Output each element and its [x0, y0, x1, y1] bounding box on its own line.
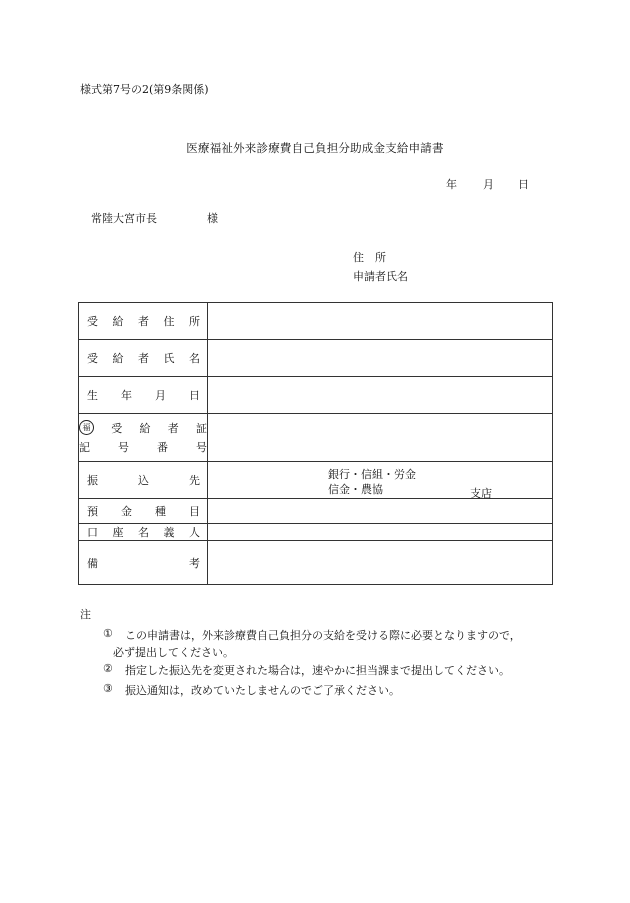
addressee-name: 常陸大宮市長 — [91, 212, 157, 225]
field-recipient-address[interactable] — [208, 303, 553, 340]
label-char: 預 — [87, 505, 98, 518]
row-account-name — [79, 524, 553, 541]
row-remarks — [79, 541, 553, 585]
label-char: 受 — [87, 315, 98, 328]
application-table — [78, 302, 553, 585]
label-char: 金 — [121, 505, 132, 518]
field-remarks[interactable] — [208, 541, 553, 585]
label-deposit-type — [79, 499, 208, 524]
label-char: 名 — [189, 352, 200, 365]
row-transfer-to — [79, 462, 553, 499]
label-char: 給 — [139, 422, 151, 435]
label-char: 年 — [121, 389, 132, 402]
label-birth-date — [79, 377, 208, 414]
field-transfer-to[interactable] — [208, 462, 553, 499]
label-recipient-address — [79, 303, 208, 340]
label-char: 名 — [138, 526, 149, 539]
field-birth-date[interactable] — [208, 377, 553, 414]
label-char: 号 — [118, 441, 129, 454]
label-account-name — [79, 524, 208, 541]
row-recipient-name — [79, 340, 553, 377]
label-char: 日 — [189, 389, 200, 402]
date-day-label: 日 — [518, 178, 529, 191]
label-char: 備 — [87, 556, 98, 570]
date-year-label: 年 — [446, 178, 457, 191]
label-transfer-to — [79, 462, 208, 499]
label-char: 者 — [167, 422, 179, 435]
note-3-text: 振込通知は，改めていたしませんのでご了承ください。 — [125, 684, 400, 697]
label-char: 給 — [112, 352, 124, 365]
date-month-label: 月 — [483, 178, 494, 191]
form-number: 様式第7号の2(第9条関係) — [80, 83, 209, 96]
label-char: 生 — [87, 389, 98, 402]
label-char: 先 — [189, 474, 200, 487]
note-2-text: 指定した振込先を変更された場合は，速やかに担当課まで提出してください。 — [125, 664, 510, 677]
note-1-number: ① — [103, 627, 113, 640]
label-char: 者 — [138, 315, 149, 328]
label-char: 口 — [87, 526, 98, 539]
note-1-continuation: 必ず提出してください。 — [113, 646, 234, 659]
bank-type-line1: 銀行・信組・労金 — [328, 468, 416, 481]
label-char: 受 — [87, 352, 98, 365]
label-char: 所 — [189, 315, 200, 328]
label-char: 号 — [196, 441, 207, 454]
label-char: 番 — [157, 441, 168, 454]
label-char: 月 — [155, 389, 166, 402]
label-char: 氏 — [163, 352, 175, 365]
bank-type-line2: 信金・農協 — [328, 483, 383, 496]
document-title: 医療福祉外来診療費自己負担分助成金支給申請書 — [186, 141, 444, 155]
label-char: 証 — [196, 422, 207, 435]
row-deposit-type — [79, 499, 553, 524]
label-char: 人 — [189, 526, 200, 539]
row-birth-date — [79, 377, 553, 414]
note-3-number: ③ — [103, 682, 113, 695]
label-char: 義 — [163, 526, 175, 539]
label-char: 振 — [87, 474, 98, 487]
field-recipient-name[interactable] — [208, 340, 553, 377]
row-recipient-address — [79, 303, 553, 340]
row-certificate-number — [79, 414, 553, 462]
fuku-circle-icon: 福 — [79, 420, 94, 435]
label-char: 給 — [112, 315, 124, 328]
notes-heading: 注 — [80, 608, 91, 621]
label-char: 種 — [155, 505, 166, 518]
label-char: 考 — [189, 556, 200, 570]
label-char: 座 — [112, 526, 124, 539]
applicant-address-label: 住 所 — [353, 251, 386, 264]
label-char: 者 — [138, 352, 149, 365]
label-certificate-number — [79, 414, 208, 462]
label-remarks — [79, 541, 208, 585]
label-char: 住 — [163, 315, 175, 328]
field-deposit-type[interactable] — [208, 499, 553, 524]
note-2-number: ② — [103, 662, 113, 675]
field-account-name[interactable] — [208, 524, 553, 541]
label-char: 込 — [138, 474, 149, 487]
label-char: 記 — [79, 441, 90, 454]
label-char: 受 — [111, 422, 123, 435]
applicant-name-label: 申請者氏名 — [353, 270, 408, 283]
branch-label: 支店 — [470, 487, 492, 500]
label-recipient-name — [79, 340, 208, 377]
note-1-text: この申請書は，外来診療費自己負担分の支給を受ける際に必要となりますので， — [125, 629, 521, 642]
field-certificate-number[interactable] — [208, 414, 553, 462]
label-char: 目 — [189, 505, 200, 518]
addressee-honorific: 様 — [207, 212, 218, 225]
